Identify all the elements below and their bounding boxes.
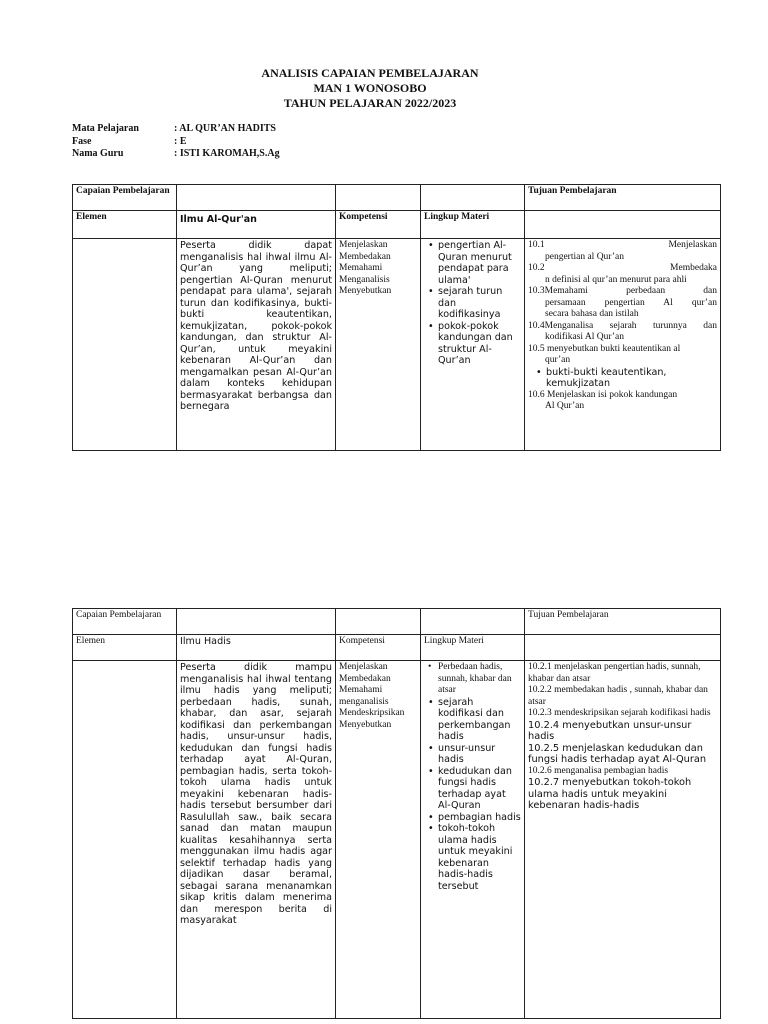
meta-value: : E [174,135,187,147]
kompetensi-item: Memahami [339,263,383,273]
lingkup-item: • unsur-unsur hadis [438,743,521,766]
empty-cell [421,609,525,635]
document-title [0,66,740,111]
meta-value: : ISTI KAROMAH,S.Ag [174,148,280,159]
meta-row-teacher [72,148,280,161]
meta-label: Nama Guru [72,148,124,159]
meta-label: Fase [72,135,92,147]
tujuan-item: 10.3Memahami perbedaan dan [528,286,717,296]
empty-cell [336,609,421,635]
lingkup-item: • pengertian Al-Quran menurut pendapat para ulama' [438,240,521,286]
kompetensi-item: Membedakan [339,251,391,262]
kompetensi-item: Menganalisis [339,274,390,285]
tujuan-continuation: n definisi al qur’an menurut para ahli [545,274,687,285]
tujuan-number: 10.1 [528,240,545,250]
lingkup-item: • pokok-pokok kandungan dan struktur Al-Qur’an [438,321,521,367]
lingkup-list [421,661,525,1019]
lingkup-list [421,239,525,451]
elemen-value: Ilmu Hadis [177,635,336,661]
lingkup-item: • sejarah turun dan kodifikasinya [438,286,521,321]
empty-cell [73,239,177,451]
kompetensi-item: Menjelaskan [339,240,388,250]
title-line-2: MAN 1 WONOSOBO [313,81,427,95]
header-kompetensi: Kompetensi [336,211,421,239]
tujuan-list [525,661,721,1019]
lingkup-item: • kedudukan dan fungsi hadis terhadap ayat Al-Quran [438,766,521,812]
table-row [73,661,721,1019]
table-row [73,211,721,239]
table-row [73,239,721,451]
tujuan-verb: Menjelaskan [668,240,717,250]
kompetensi-item: Mendeskripsikan [339,708,405,718]
table-al-quran [72,184,721,451]
empty-cell [177,609,336,635]
empty-cell [73,661,177,1019]
capaian-text: Peserta didik mampu menganalisis hal ihwal tentang ilmu hadis yang meliputi; perbedaan hadis, sunah, khabar, dan asar, sejarah kodifikasi dan perkembangan hadis, unsur-unsur hadis, kedudukan dan fungsi hadis terhadap ayat Al-Quran, pembagian hadis, serta tokoh-tokoh ulama hadis untuk meyakini kebenaran hadis-hadis tersebut bersumber dari Rasulullah saw., baik secara sanad dan matan maupun kualitas kesahihannya serta menggunakan ilmu hadis agar selektif terhadap hadis yang dijadikan dasar beramal, sebagai sarana menanamkan sikap kritis dalam menerima dan merespon berita di masyarakat [177,661,336,1019]
tujuan-item: 10.2.7 menyebutkan tokoh-tokoh ulama hadis untuk meyakini kebenaran hadis-hadis [528,777,692,811]
kompetensi-item: Menyebutkan [339,719,392,730]
tujuan-item: 10.4Menganalisa sejarah turunnya dan [528,320,717,331]
header-capaian: Capaian Pembelajaran [73,609,177,635]
header-lingkup: Lingkup Materi [421,635,525,661]
header-kompetensi: Kompetensi [336,635,421,661]
tujuan-continuation: persamaan pengertian Al qur’an [545,297,717,308]
tujuan-continuation: kodifikasi Al Qur’an [545,332,624,342]
kompetensi-item: Menjelaskan [339,662,388,672]
header-tujuan: Tujuan Pembelajaran [525,609,721,635]
tujuan-item: 10.5 menyebutkan bukti keautentikan al [528,343,681,354]
table-row [73,609,721,635]
kompetensi-item: Membedakan [339,673,391,684]
title-line-1: ANALISIS CAPAIAN PEMBELAJARAN [261,66,479,80]
elemen-value: Ilmu Al-Qur'an [177,211,336,239]
subject-info [72,123,280,161]
tujuan-item: 10.2.2 membedakan hadis , sunnah, khabar dan atsar [528,685,708,707]
lingkup-item: • pembagian hadis [438,812,521,824]
tujuan-item: 10.2.5 menjelaskan kedudukan dan fungsi hadis terhadap ayat Al-Quran [528,742,707,765]
tujuan-item [528,240,717,252]
title-line-3: TAHUN PELAJARAN 2022/2023 [283,96,457,110]
kompetensi-item: Menyebutkan [339,286,392,296]
lingkup-item: • tokoh-tokoh ulama hadis untuk meyakini kebenaran hadis-hadis tersebut [438,823,521,892]
header-tujuan: Tujuan Pembelajaran [525,185,721,211]
tujuan-item: 10.2.6 menganalisa pembagian hadis [528,765,669,776]
header-elemen: Elemen [73,211,177,239]
tujuan-continuation: qur’an [545,355,571,365]
empty-cell [336,185,421,211]
tujuan-number: 10.2 [528,263,545,273]
header-elemen: Elemen [73,635,177,661]
empty-cell [177,185,336,211]
table-row [73,185,721,211]
table-hadis [72,608,721,1019]
empty-cell [525,211,721,239]
header-capaian: Capaian Pembelajaran [73,185,177,211]
empty-cell [525,635,721,661]
tujuan-item: 10.6 Menjelaskan isi pokok kandungan [528,389,678,400]
empty-cell [421,185,525,211]
kompetensi-list [336,661,421,1019]
kompetensi-item: menganalisis [339,696,389,707]
table-row [73,635,721,661]
header-lingkup: Lingkup Materi [421,211,525,239]
tujuan-item: 10.2.3 mendeskripsikan sejarah kodifikasi hadis [528,708,711,718]
lingkup-item: • Perbedaan hadis, sunnah, khabar dan atsar [438,662,521,697]
tujuan-bullet: • bukti-bukti keautentikan, kemukjizatan [546,367,717,390]
lingkup-item: • sejarah kodifikasi dan perkembangan hadis [438,697,521,743]
capaian-text: Peserta didik dapat menganalisis hal ihwal ilmu Al-Qur’an yang meliputi; pengertian Al-Quran menurut pendapat para ulama', sejarah turun dan kodifikasinya, bukti-bukti keautentikan, kemukjizatan, pokok-pokok kandungan, dan struktur Al-Qur’an, untuk meyakini kebenaran Al-Qur’an dan mengamalkan pesan Al-Qur’an dalam konteks kehidupan bermasyarakat berbangsa dan bernegara [177,239,336,451]
tujuan-continuation: secara bahasa dan istilah [545,309,639,319]
meta-row-phase [72,136,280,149]
kompetensi-item: Memahami [339,685,383,695]
meta-label: Mata Pelajaran [72,123,139,134]
tujuan-list [525,239,721,451]
tujuan-verb: Membedaka [670,263,717,273]
meta-row-subject [72,123,280,136]
tujuan-continuation: pengertian al Qur’an [545,251,624,262]
tujuan-item: 10.2.4 menyebutkan unsur-unsur hadis [528,719,692,742]
tujuan-item: 10.2.1 menjelaskan pengertian hadis, sunnah, khabar dan atsar [528,662,701,684]
kompetensi-list [336,239,421,451]
tujuan-item [528,263,717,275]
meta-value: : AL QUR’AN HADITS [174,123,276,134]
tujuan-continuation: Al Qur’an [545,401,585,411]
